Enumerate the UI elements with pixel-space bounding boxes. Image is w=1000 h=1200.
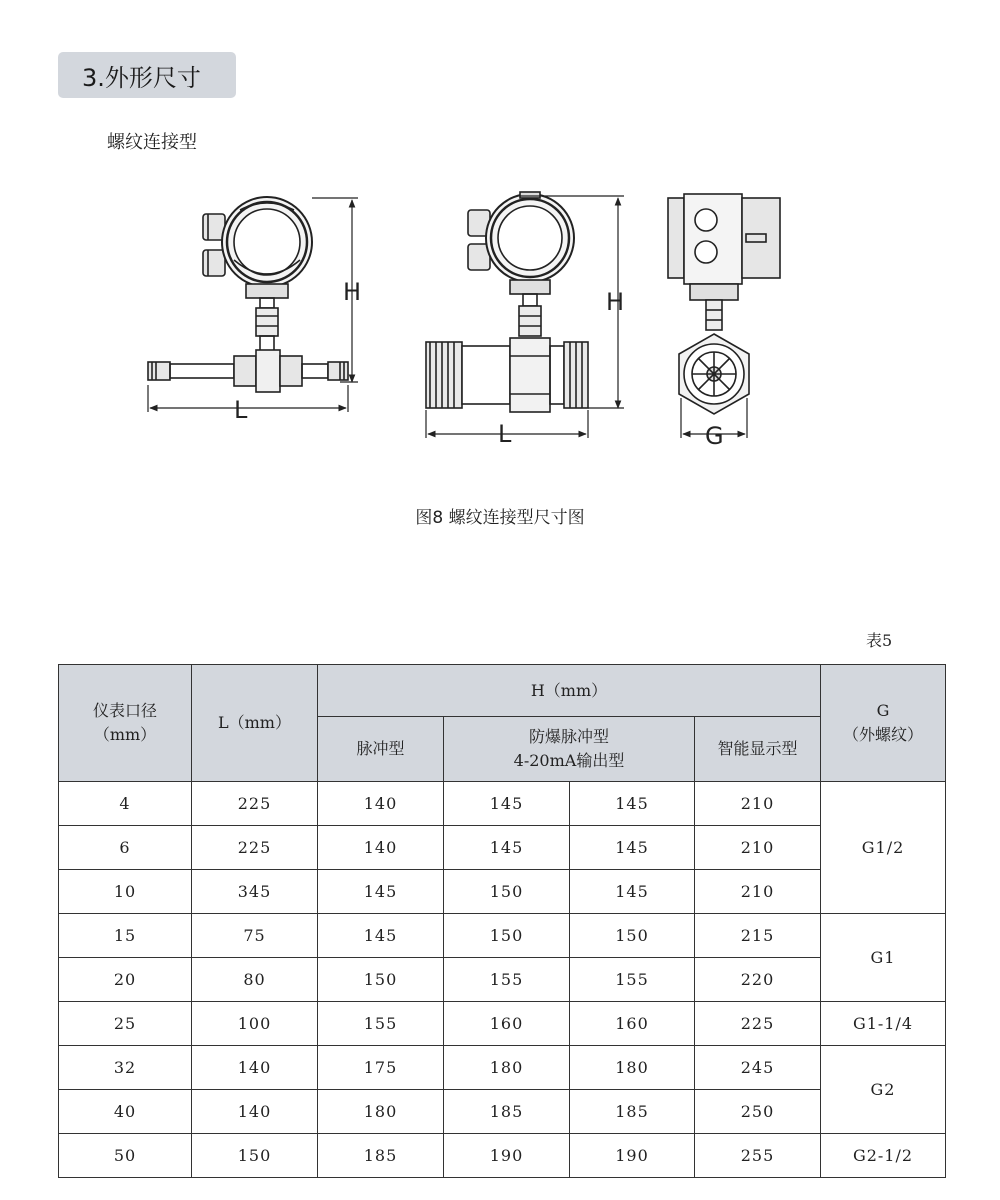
table-row [59,914,946,958]
cell-explosion: 150 [444,914,570,958]
cell-dn: 40 [59,1090,192,1134]
cell-dn: 50 [59,1134,192,1178]
cell-explosion: 180 [444,1046,570,1090]
cell-current: 190 [570,1134,695,1178]
cell-explosion: 185 [444,1090,570,1134]
cell-current: 160 [570,1002,695,1046]
dimension-drawing [130,180,810,460]
cell-l: 225 [192,782,318,826]
cell-dn: 20 [59,958,192,1002]
cell-pulse: 180 [318,1090,444,1134]
cell-thread: G1/2 [821,782,946,914]
cell-smart: 225 [695,1002,821,1046]
cell-thread: G1-1/4 [821,1002,946,1046]
header-diameter-unit: （mm） [93,725,157,744]
cell-explosion: 190 [444,1134,570,1178]
cell-explosion: 160 [444,1002,570,1046]
cell-current: 150 [570,914,695,958]
cell-pulse: 150 [318,958,444,1002]
cell-pulse: 145 [318,870,444,914]
header-smart: 智能显示型 [695,717,821,782]
cell-pulse: 140 [318,826,444,870]
cell-smart: 210 [695,870,821,914]
header-diameter-label: 仪表口径 [92,701,157,720]
meter-view-side [668,194,780,414]
dim-label-h-large: H [606,288,625,316]
cell-l: 80 [192,958,318,1002]
cell-l: 100 [192,1002,318,1046]
section-title: 3.外形尺寸 [58,52,236,98]
header-thread-note: （外螺纹） [842,725,923,744]
header-explosion-current [444,717,695,782]
cell-smart: 215 [695,914,821,958]
cell-explosion: 150 [444,870,570,914]
cell-smart: 210 [695,782,821,826]
cell-dn: 32 [59,1046,192,1090]
cell-pulse: 145 [318,914,444,958]
cell-current: 145 [570,782,695,826]
cell-current: 145 [570,870,695,914]
cell-dn: 10 [59,870,192,914]
cell-dn: 6 [59,826,192,870]
subtitle: 螺纹连接型 [107,132,197,153]
table-row [59,782,946,826]
table-row [59,870,946,914]
cell-l: 345 [192,870,318,914]
cell-current: 155 [570,958,695,1002]
table-row [59,1090,946,1134]
cell-l: 150 [192,1134,318,1178]
cell-current: 185 [570,1090,695,1134]
table-row [59,1046,946,1090]
cell-explosion: 145 [444,782,570,826]
dim-label-g: G [705,422,724,450]
table-row [59,958,946,1002]
cell-current: 180 [570,1046,695,1090]
cell-pulse: 140 [318,782,444,826]
cell-smart: 210 [695,826,821,870]
cell-l: 75 [192,914,318,958]
cell-thread: G2-1/2 [821,1134,946,1178]
header-current: 4-20mA输出型 [513,751,625,770]
meter-view-large [426,192,588,412]
cell-pulse: 175 [318,1046,444,1090]
cell-smart: 220 [695,958,821,1002]
figure-caption: 图8 螺纹连接型尺寸图 [415,508,585,528]
cell-dn: 4 [59,782,192,826]
table-row [59,1134,946,1178]
header-thread [821,665,946,782]
table-row [59,1002,946,1046]
cell-pulse: 155 [318,1002,444,1046]
cell-l: 225 [192,826,318,870]
cell-dn: 25 [59,1002,192,1046]
cell-smart: 245 [695,1046,821,1090]
meter-view-small [148,197,348,392]
dim-label-l-large: L [498,420,512,448]
table-number: 表5 [866,631,893,650]
cell-current: 145 [570,826,695,870]
dimension-drawing-svg [130,180,810,460]
header-diameter [59,665,192,782]
header-pulse: 脉冲型 [318,717,444,782]
cell-smart: 250 [695,1090,821,1134]
cell-explosion: 155 [444,958,570,1002]
dim-label-l: L [234,396,248,424]
cell-dn: 15 [59,914,192,958]
cell-explosion: 145 [444,826,570,870]
dimension-table [58,664,946,1178]
cell-l: 140 [192,1046,318,1090]
header-length: L（mm） [192,665,318,782]
header-height: H（mm） [318,665,821,717]
cell-pulse: 185 [318,1134,444,1178]
table-row [59,826,946,870]
header-explosion: 防爆脉冲型 [528,727,609,746]
dim-label-h: H [343,278,362,306]
cell-smart: 255 [695,1134,821,1178]
cell-thread: G1 [821,914,946,1002]
cell-thread: G2 [821,1046,946,1134]
header-thread-label: G [876,701,890,720]
cell-l: 140 [192,1090,318,1134]
